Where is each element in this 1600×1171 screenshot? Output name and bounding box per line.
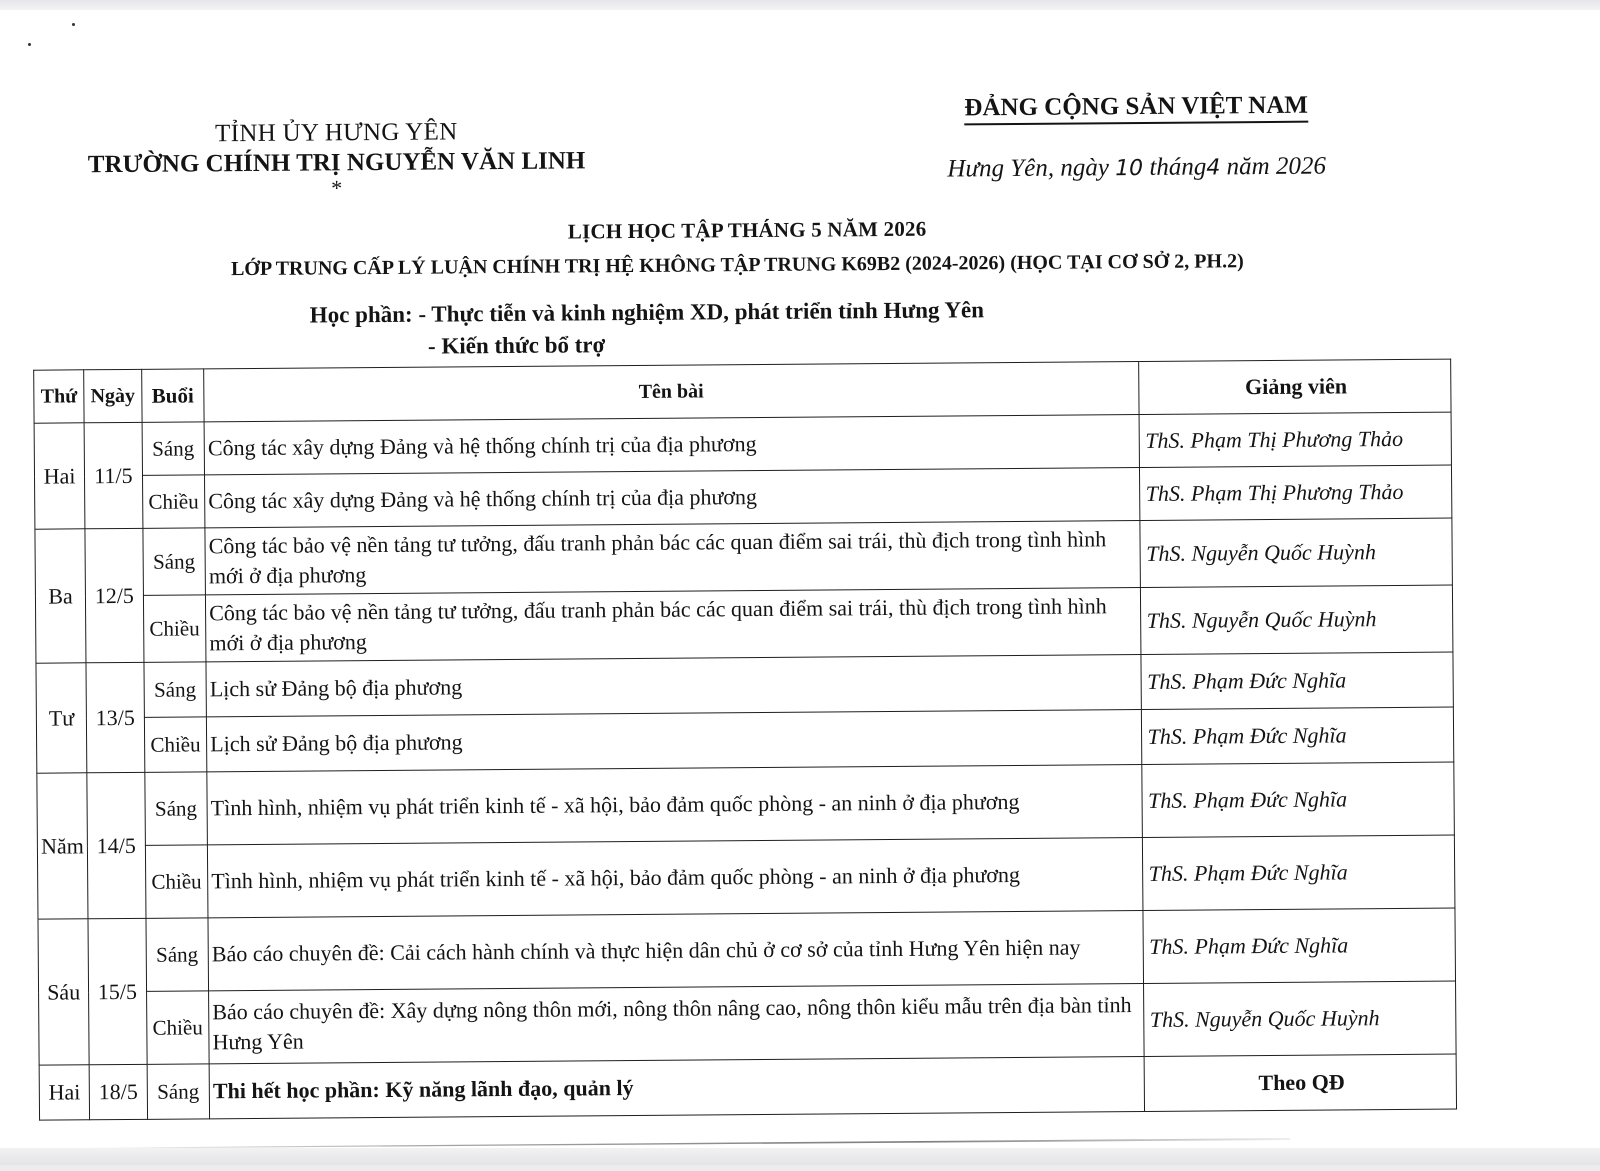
cell-buoi: Sáng [144,772,207,845]
module-label: Học phần: [309,301,413,328]
issue-date [927,152,1347,183]
cell-giang-vien: ThS. Nguyễn Quốc Huỳnh [1143,981,1456,1056]
cell-ngay: 12/5 [85,528,144,662]
class-subtitle: LỚP TRUNG CẤP LÝ LUẬN CHÍNH TRỊ HỆ KHÔNG TẬP TRUNG K69B2 (2024-2026) (HỌC TẠI CƠ SỞ 2, PH.2) [230,250,1244,281]
cell-buoi: Sáng [143,528,206,595]
module-item: - Kiến thức bổ trợ [427,332,606,359]
cell-buoi: Sáng [147,1064,210,1119]
schedule-table [33,359,1457,1121]
cell-ten-bai: Tình hình, nhiệm vụ phát triển kinh tế - xã hội, bảo đảm quốc phòng - an ninh ở địa phương [207,838,1142,918]
cell-ten-bai: Công tác xây dựng Đảng và hệ thống chính trị của địa phương [204,415,1139,475]
date-year: năm 2026 [1226,152,1326,181]
cell-giang-vien: ThS. Phạm Đức Nghĩa [1142,908,1455,983]
cell-ngay: 13/5 [86,662,144,772]
cell-giang-vien: ThS. Phạm Thị Phương Thảo [1139,465,1452,520]
cell-ten-bai: Tình hình, nhiệm vụ phát triển kinh tế - xã hội, bảo đảm quốc phòng - an ninh ở địa phương [207,765,1142,845]
cell-ten-bai: Lịch sử Đảng bộ địa phương [206,710,1141,772]
cell-ten-bai: Báo cáo chuyên đề: Xây dựng nông thôn mới, nông thôn nâng cao, nông thôn kiểu mẫu trên địa bàn tỉnh Hưng Yên [209,984,1144,1064]
cell-ten-bai: Thi hết học phần: Kỹ năng lãnh đạo, quản lý [209,1057,1144,1119]
module-item: - Thực tiễn và kinh nghiệm XD, phát triển tỉnh Hưng Yên [418,297,985,327]
cell-ngay: 11/5 [84,422,142,528]
table-row [35,585,1452,663]
table-row [37,835,1455,919]
header-ngay: Ngày [84,369,142,422]
photo-bottom-edge [0,1148,1600,1165]
date-month-label: tháng [1149,153,1207,181]
cell-buoi: Sáng [146,918,209,991]
table-row [39,981,1457,1065]
cell-ngay: 18/5 [89,1064,147,1119]
cell-buoi: Sáng [142,422,205,475]
cell-thu: Sáu [38,919,89,1065]
cell-giang-vien: ThS. Nguyễn Quốc Huỳnh [1139,518,1452,587]
cell-giang-vien: ThS. Phạm Đức Nghĩa [1141,762,1454,837]
date-day-handwritten: 10 [1115,155,1144,182]
header-giang-vien: Giảng viên [1138,359,1451,414]
module-info [310,294,985,363]
date-month-handwritten: 4 [1206,155,1221,181]
cell-giang-vien: ThS. Phạm Đức Nghĩa [1141,707,1454,764]
issuing-organization [46,117,627,204]
cell-ten-bai: Lịch sử Đảng bộ địa phương [206,655,1141,717]
cell-buoi: Sáng [144,662,207,717]
cell-thu: Hai [39,1065,90,1120]
cell-buoi: Chiều [143,595,206,662]
party-header [926,91,1347,183]
header-ten-bai: Tên bài [204,362,1139,422]
cell-thu: Năm [37,773,88,919]
cell-thu: Ba [35,529,86,663]
cell-buoi: Chiều [144,717,207,772]
cell-ten-bai: Công tác bảo vệ nền tảng tư tưởng, đấu tranh phản bác các quan điểm sai trái, thù địch trong tình hình mới ở địa phương [205,521,1140,595]
cell-giang-vien: ThS. Phạm Đức Nghĩa [1142,835,1455,910]
org-parent: TỈNH ỦY HƯNG YÊN [214,118,458,148]
table-row [37,762,1455,846]
cell-ngay: 15/5 [88,918,147,1064]
cell-ten-bai: Công tác xây dựng Đảng và hệ thống chính trị của địa phương [205,468,1140,528]
table-row [38,908,1456,992]
cell-giang-vien: ThS. Nguyễn Quốc Huỳnh [1140,585,1453,654]
cell-buoi: Chiều [142,475,205,528]
table-row [35,518,1452,596]
cell-ten-bai: Báo cáo chuyên đề: Cải cách hành chính và thực hiện dân chủ ở cơ sở của tỉnh Hưng Yên hiện nay [208,911,1143,991]
star-separator: * [331,175,343,201]
header-thu: Thứ [34,370,85,423]
org-school: TRƯỜNG CHÍNH TRỊ NGUYỄN VĂN LINH [87,147,586,179]
cell-thu: Hai [34,423,85,529]
cell-buoi: Chiều [146,991,209,1064]
cell-giang-vien: ThS. Phạm Thị Phương Thảo [1139,412,1452,467]
date-place: Hưng Yên, ngày [947,154,1109,183]
cell-buoi: Chiều [145,845,208,918]
cell-giang-vien: Theo QĐ [1144,1054,1457,1111]
header-buoi: Buổi [141,369,204,422]
cell-giang-vien: ThS. Phạm Đức Nghĩa [1140,652,1453,709]
table-row [39,1054,1456,1120]
party-name: ĐẢNG CỘNG SẢN VIỆT NAM [964,92,1308,126]
cell-ngay: 14/5 [87,772,146,918]
cell-ten-bai: Công tác bảo vệ nền tảng tư tưởng, đấu tranh phản bác các quan điểm sai trái, thù địch trong tình hình mới ở địa phương [206,588,1141,662]
document-title: LỊCH HỌC TẬP THÁNG 5 NĂM 2026 [567,216,927,244]
cell-thu: Tư [36,663,87,773]
